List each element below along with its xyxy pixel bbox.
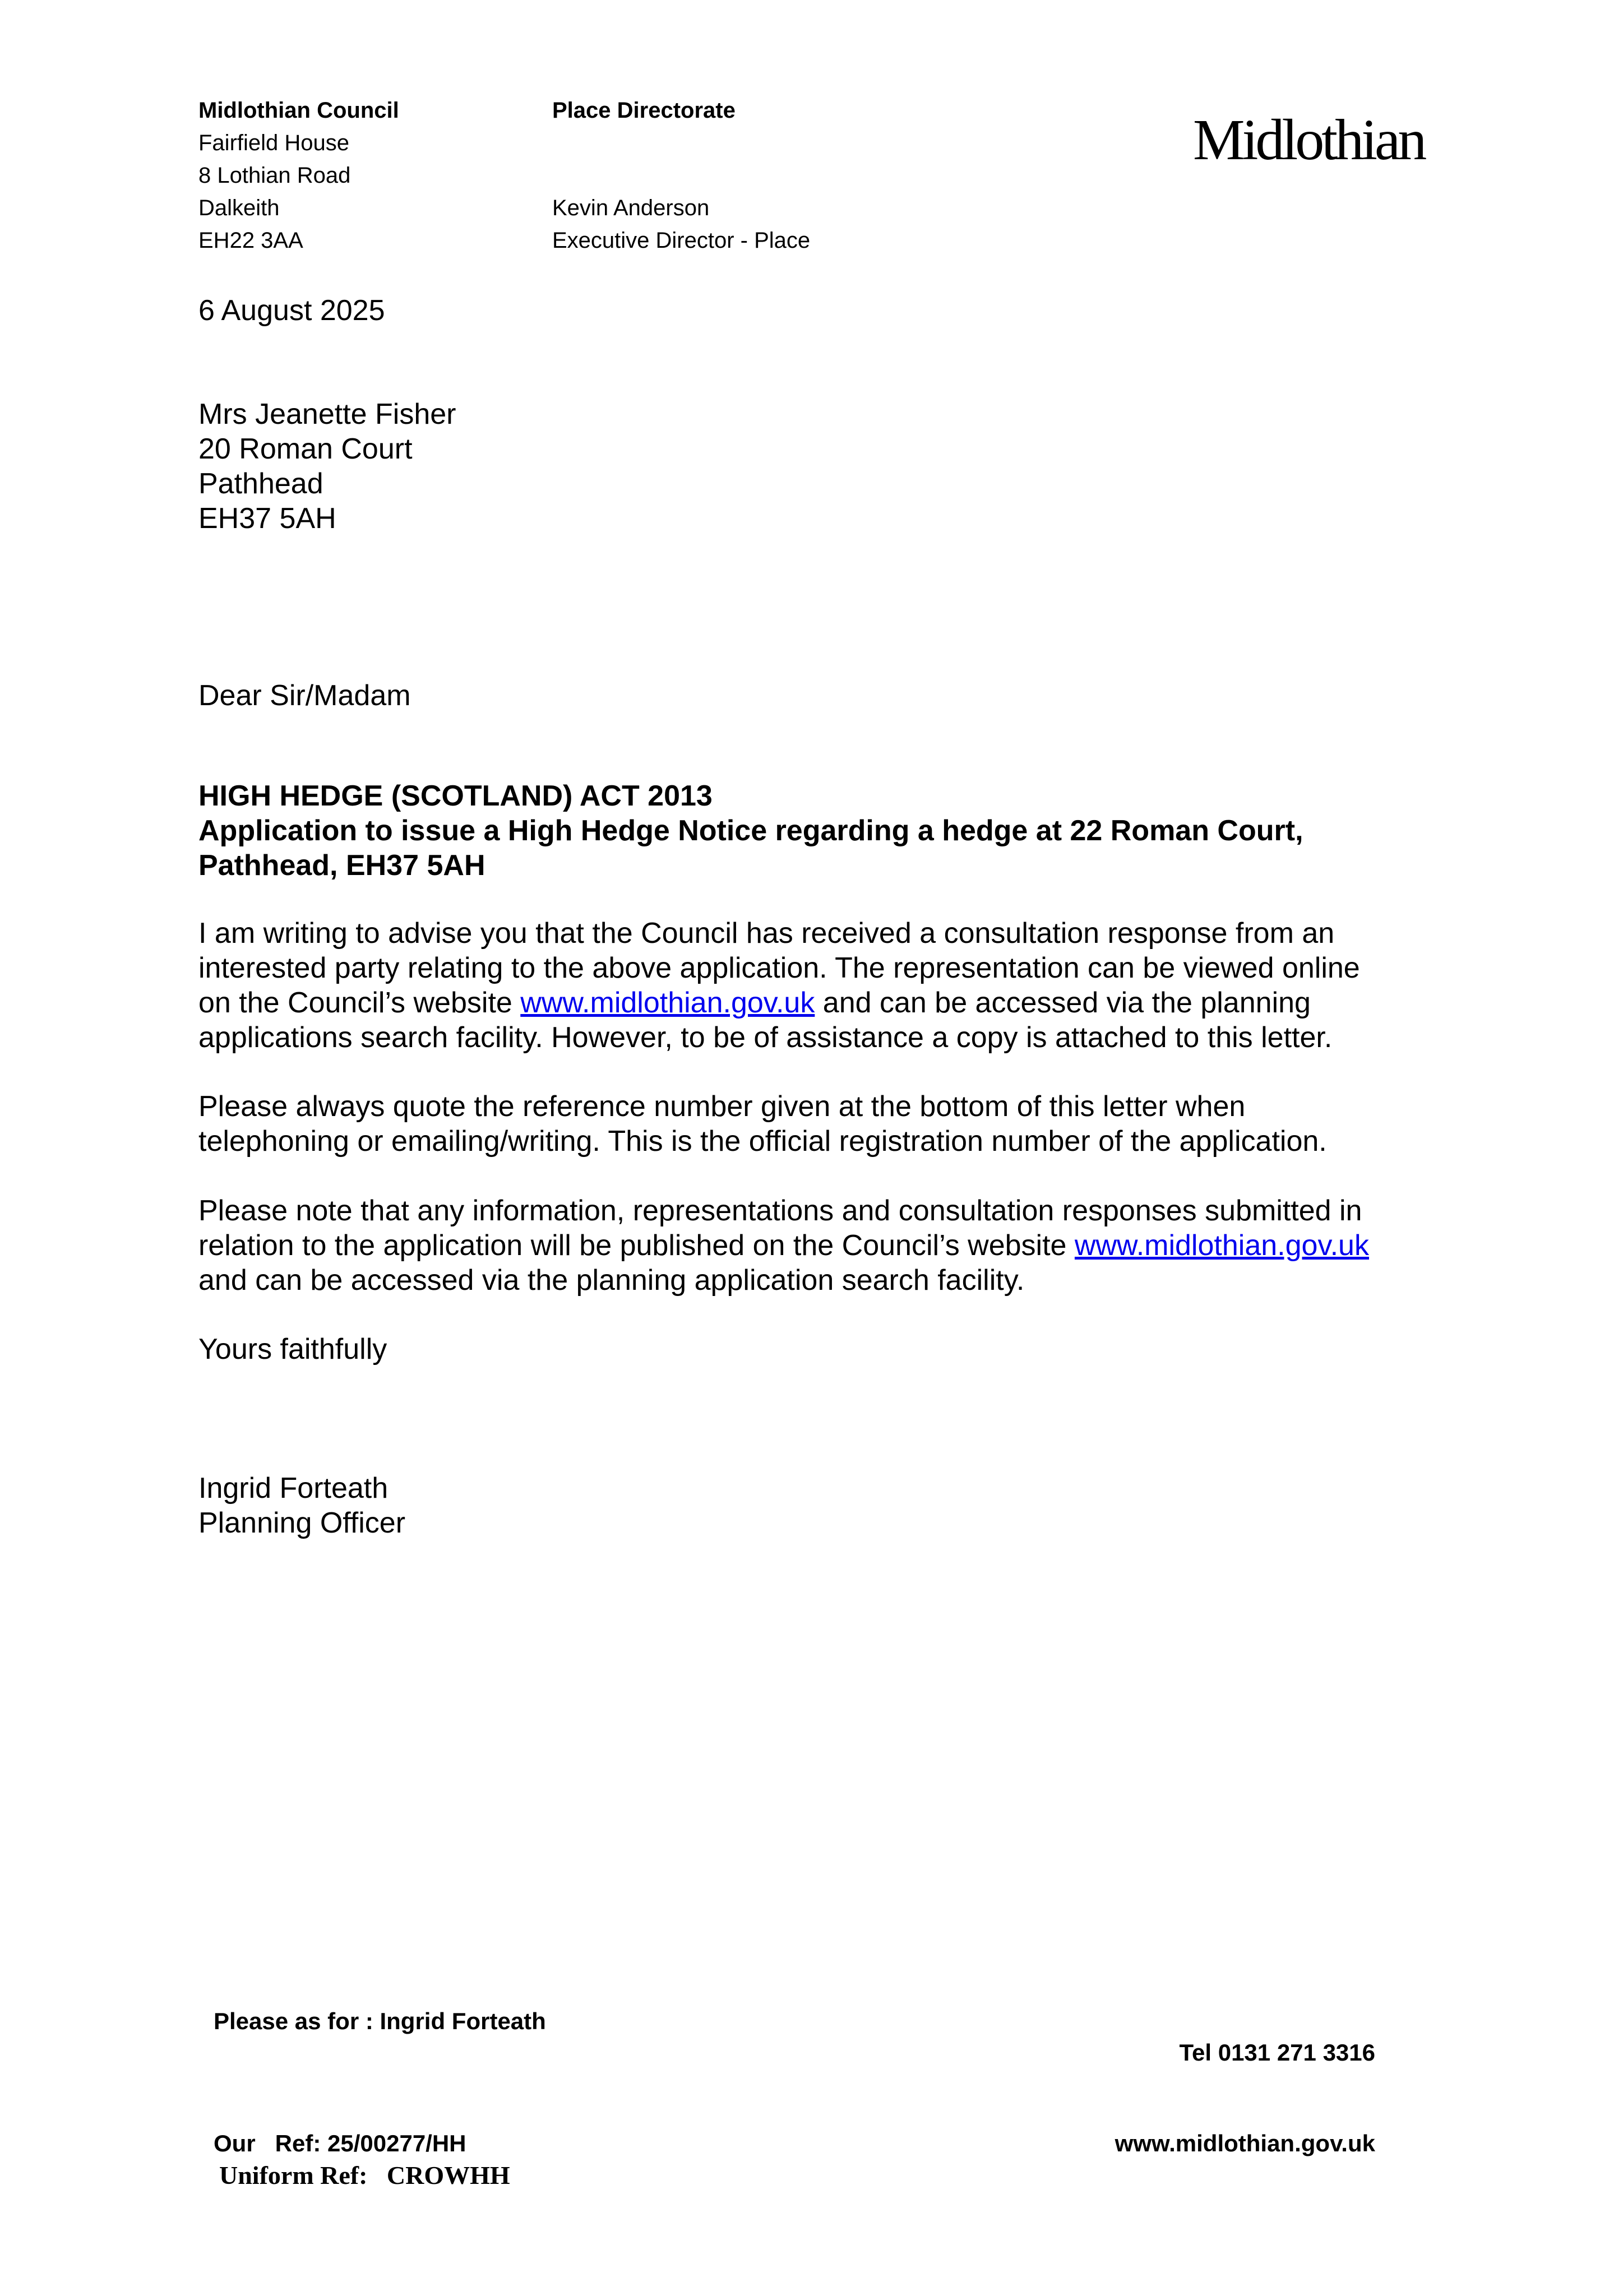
subject-heading — [198, 779, 1303, 883]
sender-address-line: Dalkeith — [198, 196, 280, 220]
subject-line: Pathhead, EH37 5AH — [198, 849, 485, 882]
recipient-address — [198, 397, 456, 536]
director-title: Executive Director - Place — [552, 228, 811, 253]
footer-website: www.midlothian.gov.uk — [1115, 2130, 1375, 2156]
website-link[interactable]: www.midlothian.gov.uk — [520, 987, 815, 1019]
midlothian-logo: Midlothian — [1193, 108, 1425, 172]
paragraph-line: Please always quote the reference number given at the bottom of this letter when — [198, 1090, 1246, 1123]
letter-date: 6 August 2025 — [198, 294, 385, 327]
recipient-address-line: Pathhead — [198, 467, 323, 500]
signatory-title: Planning Officer — [198, 1507, 406, 1539]
website-link[interactable]: www.midlothian.gov.uk — [1074, 1229, 1369, 1262]
paragraph-publication — [198, 1193, 1369, 1298]
paragraph-text: on the Council’s website — [198, 987, 521, 1019]
closing: Yours faithfully — [198, 1333, 387, 1365]
paragraph-line: Please note that any information, representations and consultation responses submitted in — [198, 1195, 1362, 1227]
paragraph-text: and can be accessed via the planning — [815, 987, 1311, 1019]
subject-line: HIGH HEDGE (SCOTLAND) ACT 2013 — [198, 780, 713, 812]
director-name: Kevin Anderson — [552, 196, 710, 220]
paragraph-line: I am writing to advise you that the Council has received a consultation response from an — [198, 917, 1335, 950]
paragraph-line — [198, 985, 1360, 1020]
signatory-name: Ingrid Forteath — [198, 1472, 389, 1505]
directorate-block — [552, 94, 810, 257]
footer-uniform-ref: Uniform Ref: CROWHH — [219, 2161, 510, 2189]
paragraph-text: relation to the application will be published on the Council’s website — [198, 1229, 1075, 1262]
paragraph-line: telephoning or emailing/writing. This is the official registration number of the application. — [198, 1125, 1327, 1158]
sender-address-line: EH22 3AA — [198, 228, 303, 253]
recipient-name: Mrs Jeanette Fisher — [198, 398, 456, 430]
subject-line: Application to issue a High Hedge Notice regarding a hedge at 22 Roman Court, — [198, 814, 1303, 847]
paragraph-line: applications search facility. However, to be of assistance a copy is attached to this letter. — [198, 1021, 1333, 1054]
signatory — [198, 1471, 405, 1540]
sender-address-line: Fairfield House — [198, 131, 350, 155]
recipient-address-line: EH37 5AH — [198, 502, 336, 535]
recipient-address-line: 20 Roman Court — [198, 433, 413, 465]
footer-telephone: Tel 0131 271 3316 — [1179, 2039, 1375, 2066]
sender-address-line: 8 Lothian Road — [198, 163, 351, 188]
paragraph-line — [198, 1228, 1369, 1263]
sender-org: Midlothian Council — [198, 98, 399, 123]
footer-our-ref: Our Ref: 25/00277/HH — [214, 2130, 466, 2156]
sender-block — [198, 94, 399, 257]
paragraph-reference — [198, 1089, 1327, 1159]
directorate-name: Place Directorate — [552, 98, 736, 123]
paragraph-line: and can be accessed via the planning application search facility. — [198, 1264, 1025, 1297]
footer-ask-for: Please as for : Ingrid Forteath — [214, 2008, 546, 2034]
paragraph-consultation — [198, 916, 1360, 1055]
salutation: Dear Sir/Madam — [198, 679, 411, 712]
paragraph-line: interested party relating to the above application. The representation can be viewed online — [198, 952, 1360, 984]
